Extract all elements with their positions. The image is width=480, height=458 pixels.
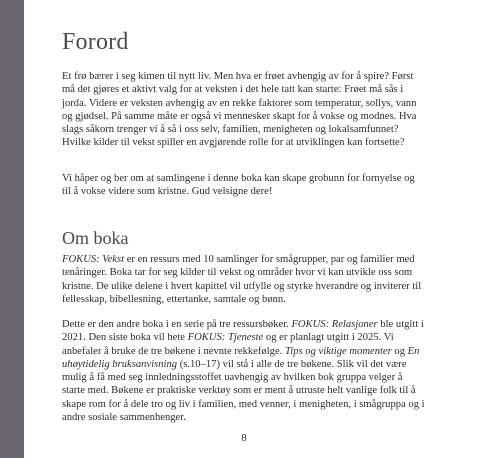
forord-paragraph-2: Vi håper og ber om at samlingene i denne boka kan skape grobunn for fornyelse og til å vokse videre som kristne. Gud velsigne dere! <box>62 173 415 198</box>
paragraph-text: og <box>391 345 408 357</box>
section-title-bruksanvisning: En uhøytidelig bruksanvisning <box>62 345 420 370</box>
paragraph-text: Dette er den andre boka i en serie på tre ressursbøker. <box>62 319 292 330</box>
om-boka-paragraph-1 <box>62 253 426 306</box>
paragraph-text: og er planlagt utgitt i 2025. Vi anbefaler å bruke de tre bøkene i nevnte rekkefølge. <box>62 332 394 357</box>
om-boka-heading: Om boka <box>62 228 129 248</box>
forord-heading: Forord <box>62 29 129 55</box>
book-title-vekst: FOKUS: Vekst <box>62 254 125 265</box>
book-page <box>62 0 428 458</box>
paragraph-text: ble utgitt i 2021. Den siste boka vil hete <box>62 319 424 344</box>
om-boka-paragraph-2 <box>62 318 426 424</box>
page-number: 8 <box>241 432 247 444</box>
section-title-tips: Tips og viktige momenter <box>284 345 392 357</box>
book-spine-edge <box>0 0 24 458</box>
forord-paragraph-1: Et frø bærer i seg kimen til nytt liv. Men hva er frøet avhengig av for å spire? Først må det gjøres et aktivt valg for at veksten i det hele tatt kan starte: Frøet må sås i jorda. Videre er veksten avhengig av en rekke faktorer som temperatur, sollys, vann og gjødsel. På samme måte er også vi mennesker skapt for å vokse og modnes. Hva slags såkorn trenger vi å så i oss selv, familien, menigheten og lokalsamfunnet? Hvilke kilder til vekst spiller en avgjørende rolle for at utviklingen kan fortsette? <box>62 71 417 149</box>
book-title-tjeneste: FOKUS: Tjeneste <box>187 332 264 344</box>
paragraph-text: er en ressurs med 10 samlinger for smågrupper, par og familier med tenåringer. Boka tar for seg kilder til vekst og områder hvor vi kan utvikle oss som kristne. De ulike delene i hvert kapittel vil utfylle og styrke hverandre og inviterer til fellesskap, bibellesning, ettertanke, samtale og bønn. <box>62 254 422 305</box>
paragraph-text: (s.10–17) vil stå i alle de tre bøkene. Slik vil det være mulig å få med seg innledningsstoffet uavhengig av hvilken bok gruppa velger å starte med. Bøkene er praktiske verktøy som er ment å utruste helt vanlige folk til å skape rom for å dele tro og liv i familien, med venner, i menigheten, i smågruppa og i andre sosiale sammenhenger. <box>62 358 425 424</box>
book-title-relasjoner: FOKUS: Relasjoner <box>291 319 378 330</box>
